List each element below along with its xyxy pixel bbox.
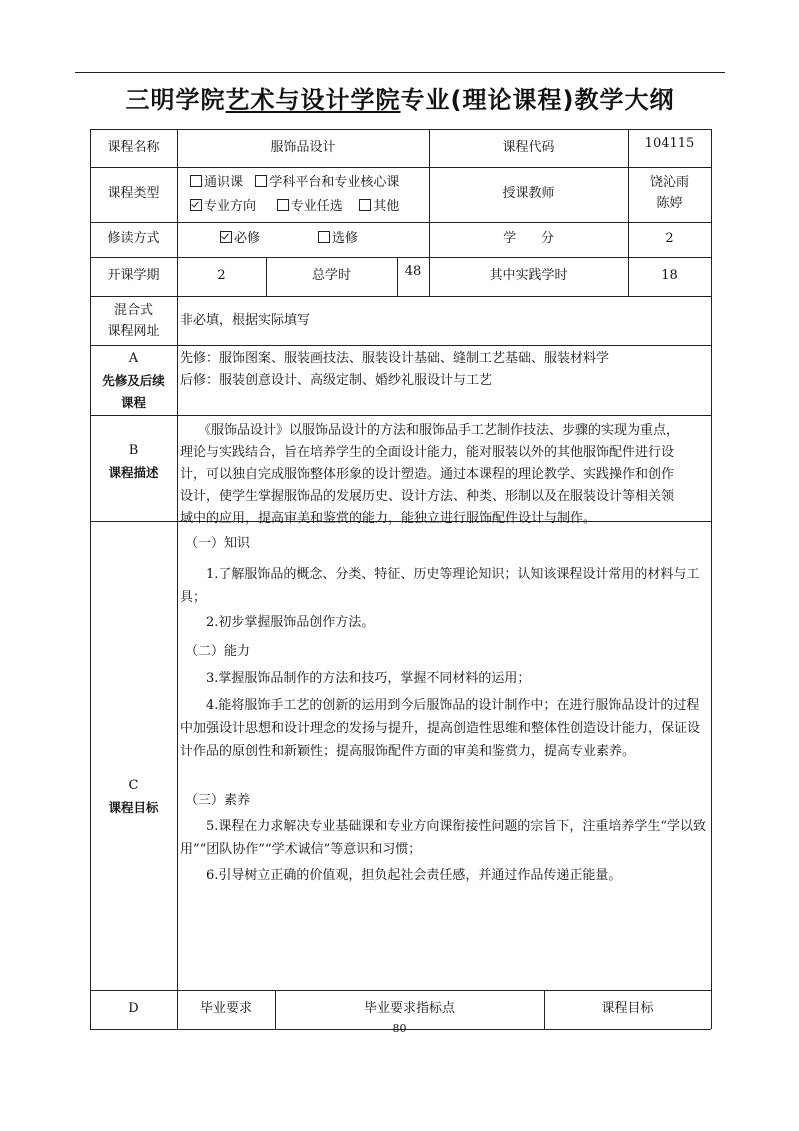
practice-hours-label: 其中实践学时 bbox=[489, 268, 568, 284]
checkbox-direction-checked[interactable] bbox=[190, 199, 202, 211]
teacher-name-2: 陈婷 bbox=[656, 196, 683, 211]
objective-item: 2.初步掌握服饰品创作方法。 bbox=[206, 615, 375, 630]
description-line: 《服饰品设计》以服饰品设计的方法和服饰品手工艺制作技法、步骤的实现为重点， bbox=[198, 423, 680, 438]
course-name-value: 服饰品设计 bbox=[270, 139, 336, 155]
page-number: 80 bbox=[392, 1022, 407, 1035]
checkbox-elective[interactable] bbox=[277, 199, 289, 211]
objective-item: 4.能将服饰手工艺的创新的运用到今后服饰品的设计制作中；在进行服饰品设计的过程中加强设计思想和设计理念的发扬与提升，提高创造性思维和整体性创造设计能力，保证设计作品的原创性和新颖性；提高服饰配件方面的审美和鉴赏力，提高专业素养。 bbox=[180, 698, 701, 759]
course-type-options-line2: 专业方向 专业任选 其他 bbox=[190, 198, 425, 218]
optional-option: 选修 bbox=[318, 230, 398, 250]
checkbox-required-checked[interactable] bbox=[220, 231, 232, 243]
required-option: 必修 bbox=[220, 230, 300, 250]
objective-item: 5.课程在力求解决专业基础课和专业方向课衔接性问题的宗旨下，注重培养学生“学以致用”“团队协作”“学术诚信”等意识和习惯； bbox=[180, 819, 707, 857]
credit-value: 2 bbox=[665, 231, 674, 247]
section-a-label: A 先修及后续 课程 bbox=[102, 351, 165, 410]
course-url-label: 混合式 课程网址 bbox=[107, 303, 160, 339]
teacher-label: 授课教师 bbox=[502, 186, 555, 202]
graduation-requirement-header: 毕业要求 bbox=[199, 1001, 252, 1017]
study-mode-label: 修读方式 bbox=[107, 231, 160, 247]
page-title: 三明学院艺术与设计学院专业(理论课程)教学大纲 bbox=[125, 86, 675, 114]
header-rule bbox=[75, 72, 725, 73]
checkbox-general[interactable] bbox=[190, 175, 202, 187]
semester-value: 2 bbox=[217, 268, 226, 284]
practice-hours-value: 18 bbox=[661, 268, 678, 284]
course-code-label: 课程代码 bbox=[502, 139, 555, 155]
follow-up-courses: 后修：服装创意设计、高级定制、婚纱礼服设计与工艺 bbox=[180, 373, 493, 388]
description-line: 计，可以独自完成服饰整体形象的设计塑造。通过本课程的理论教学、实践操作和创作 bbox=[180, 467, 675, 482]
course-type-label: 课程类型 bbox=[107, 186, 160, 202]
prerequisite-courses: 先修：服饰图案、服装画技法、服装设计基础、缝制工艺基础、服装材料学 bbox=[180, 351, 610, 366]
course-type-options-line1: 通识课 学科平台和专业核心课 bbox=[190, 174, 425, 194]
objective-heading-literacy: （三）素养 bbox=[185, 793, 251, 808]
objective-heading-ability: （二）能力 bbox=[185, 644, 251, 659]
section-b-label: B 课程描述 bbox=[108, 443, 159, 480]
objective-heading-knowledge: （一）知识 bbox=[185, 536, 251, 551]
description-line: 设计，使学生掌握服饰品的发展历史、设计方法、种类、形制以及在服装设计等相关领 bbox=[180, 489, 675, 504]
course-objective-header: 课程目标 bbox=[601, 1001, 654, 1017]
teacher-name-1: 饶沁雨 bbox=[649, 175, 689, 190]
requirement-indicator-header: 毕业要求指标点 bbox=[363, 1001, 455, 1017]
total-hours-value: 48 bbox=[404, 264, 422, 279]
course-code-value: 104115 bbox=[644, 136, 695, 151]
checkbox-other[interactable] bbox=[359, 199, 371, 211]
objective-item: 6.引导树立正确的价值观，担负起社会责任感，并通过作品传递正能量。 bbox=[206, 868, 622, 883]
objective-item: 3.掌握服饰品制作的方法和技巧，掌握不同材料的运用； bbox=[206, 671, 531, 686]
course-name-label: 课程名称 bbox=[107, 139, 160, 155]
credit-label: 学 分 bbox=[503, 231, 554, 247]
section-d-label: D bbox=[128, 1001, 139, 1017]
section-c-label: C 课程目标 bbox=[108, 778, 159, 815]
checkbox-optional[interactable] bbox=[318, 231, 330, 243]
objective-item: 1.了解服饰品的概念、分类、特征、历史等理论知识；认知该课程设计常用的材料与工具； bbox=[180, 567, 700, 605]
checkbox-platform[interactable] bbox=[255, 175, 267, 187]
semester-label: 开课学期 bbox=[107, 268, 160, 284]
description-line: 域中的应用，提高审美和鉴赏的能力，能独立进行服饰配件设计与制作。 bbox=[180, 511, 597, 526]
course-url-value: 非必填，根据实际填写 bbox=[180, 313, 311, 328]
description-line: 理论与实践结合，旨在培养学生的全面设计能力，能对服装以外的其他服饰配件进行设 bbox=[180, 445, 675, 460]
total-hours-label: 总学时 bbox=[311, 268, 351, 284]
